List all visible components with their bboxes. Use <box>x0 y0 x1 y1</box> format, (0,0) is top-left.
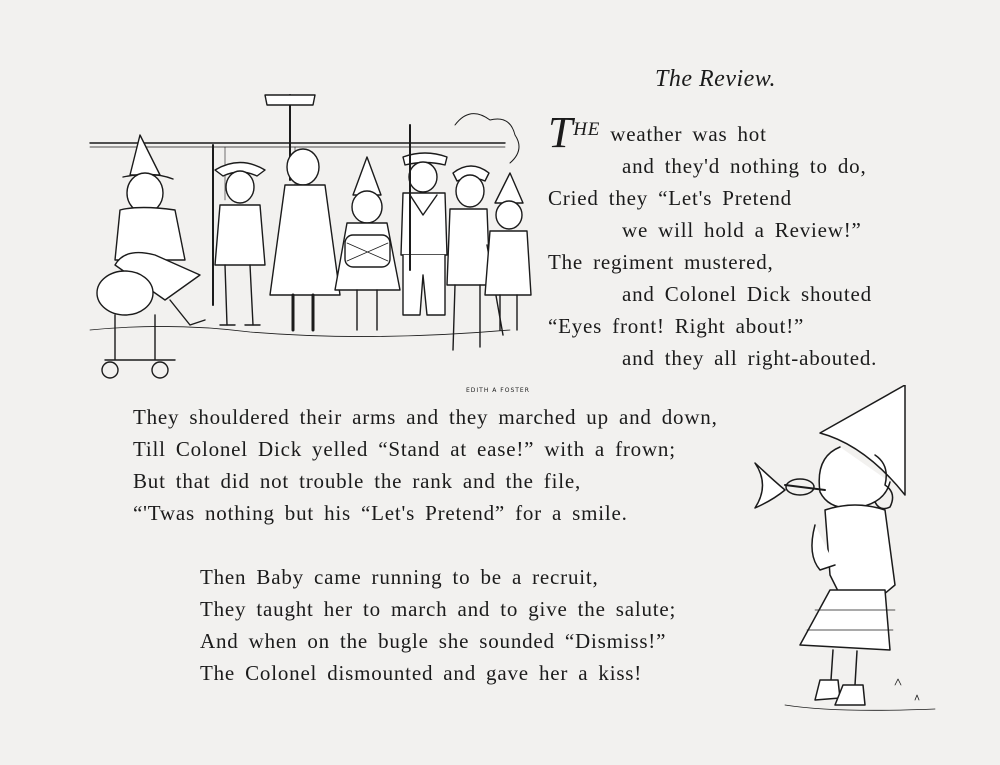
poem-line: They taught her to march and to give the salute; <box>200 597 677 621</box>
poem-line: And when on the bugle she sounded “Dismiss!” <box>200 629 667 653</box>
stanza-2 <box>133 401 718 529</box>
poem-line: and Colonel Dick shouted <box>622 282 872 306</box>
poem-line: But that did not trouble the rank and the file, <box>133 469 582 493</box>
poem-line: and they'd nothing to do, <box>622 154 867 178</box>
poem-line: “'Twas nothing but his “Let's Pretend” for a smile. <box>133 501 628 525</box>
poem-line: Then Baby came running to be a recruit, <box>200 565 599 589</box>
poem-line: Cried they “Let's Pretend <box>548 186 792 210</box>
bugle-child-illustration <box>745 385 945 730</box>
illustrator-signature: EDITH A FOSTER <box>466 387 530 394</box>
children-review-illustration <box>85 85 535 390</box>
poem-line-text: weather was hot <box>600 122 767 146</box>
poem-title: The Review. <box>655 66 777 92</box>
poem-line: we will hold a Review!” <box>622 218 862 242</box>
poem-line <box>548 108 877 157</box>
drop-cap: T <box>548 108 574 157</box>
poem-line: The Colonel dismounted and gave her a kiss! <box>200 661 643 685</box>
poem-line: Till Colonel Dick yelled “Stand at ease!” with a frown; <box>133 437 676 461</box>
drop-cap-rest: HE <box>573 119 601 140</box>
stanza-1 <box>548 108 878 374</box>
stanza-3 <box>200 561 676 689</box>
poem-line: “Eyes front! Right about!” <box>548 314 805 338</box>
poem-line: They shouldered their arms and they marched up and down, <box>133 405 718 429</box>
poem-line: The regiment mustered, <box>548 250 774 274</box>
poem-line: and they all right-abouted. <box>622 346 878 370</box>
